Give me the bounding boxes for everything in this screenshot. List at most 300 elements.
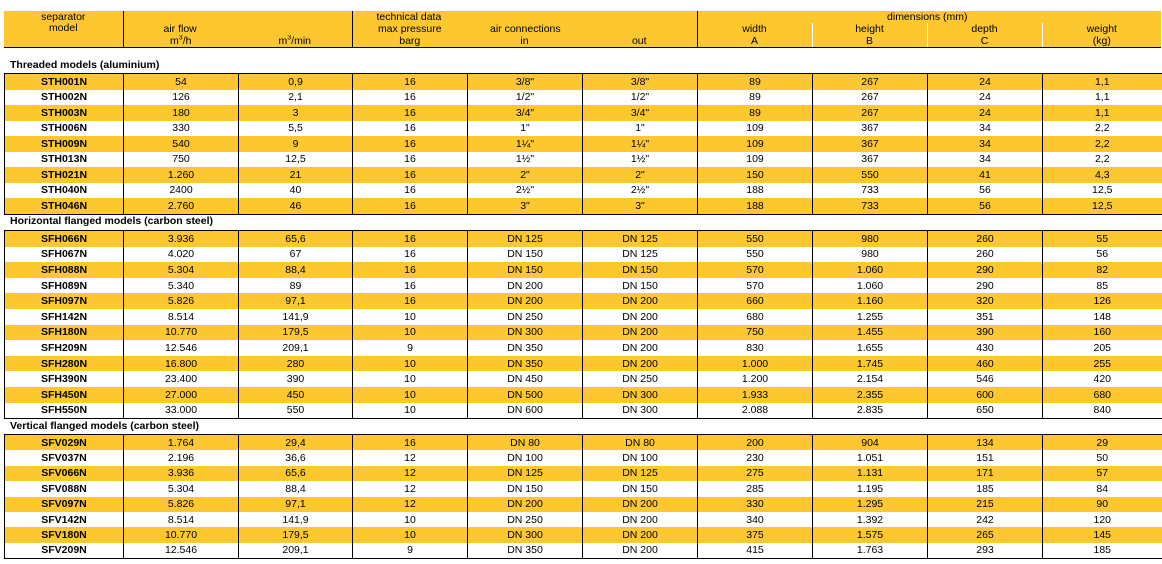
- cell-weight-kg: 4,3: [1043, 167, 1162, 183]
- cell-flow-m3min: 280: [239, 356, 353, 372]
- cell-air-out: 1/2": [583, 90, 698, 106]
- cell-weight-kg: 145: [1043, 527, 1162, 542]
- cell-weight-kg: 420: [1043, 371, 1162, 387]
- cell-weight-kg: 840: [1043, 403, 1162, 419]
- cell-flow-m3h: 2.760: [124, 198, 239, 214]
- cell-air-out: 1": [583, 121, 698, 137]
- cell-height-b: 2.835: [813, 403, 928, 419]
- cell-weight-kg: 2,2: [1043, 152, 1162, 168]
- cell-height-b: 1.195: [813, 481, 928, 496]
- cell-flow-m3min: 2,1: [239, 90, 353, 106]
- cell-max-pressure: 16: [353, 167, 468, 183]
- cell-flow-m3h: 10.770: [124, 325, 239, 341]
- table-row: [5, 325, 1162, 341]
- cell-flow-m3min: 450: [239, 387, 353, 403]
- cell-height-b: 267: [813, 105, 928, 121]
- header-unit-in: in: [467, 35, 582, 48]
- cell-depth-c: 546: [928, 371, 1043, 387]
- cell-flow-m3min: 209,1: [239, 543, 353, 559]
- header-depth: depth: [927, 23, 1042, 35]
- cell-width-a: 1.000: [698, 356, 813, 372]
- cell-max-pressure: 16: [353, 152, 468, 168]
- header-unit-flow-h: $m^3/h$: [123, 35, 238, 48]
- cell-air-in: DN 500: [468, 387, 583, 403]
- cell-flow-m3h: 3.936: [124, 466, 239, 481]
- cell-max-pressure: 16: [353, 198, 468, 214]
- table-row: [5, 466, 1162, 481]
- cell-air-in: DN 250: [468, 309, 583, 325]
- cell-flow-m3min: 46: [239, 198, 353, 214]
- cell-height-b: 1.060: [813, 262, 928, 278]
- header-unit-c: C: [927, 35, 1042, 48]
- header-unit-out: out: [582, 35, 697, 48]
- cell-max-pressure: 12: [353, 450, 468, 465]
- table-row: [5, 309, 1162, 325]
- cell-flow-m3min: 141,9: [239, 309, 353, 325]
- cell-width-a: 188: [698, 183, 813, 199]
- cell-air-out: DN 200: [583, 527, 698, 542]
- cell-model: SFV066N: [5, 466, 124, 481]
- cell-height-b: 1.160: [813, 293, 928, 309]
- cell-height-b: 267: [813, 74, 928, 90]
- cell-air-out: 1½": [583, 152, 698, 168]
- cell-air-in: DN 250: [468, 512, 583, 527]
- vertical-flanged-table: [4, 434, 1162, 559]
- header-unit-flow-min: $m^3/\min$: [238, 35, 352, 48]
- cell-flow-m3h: 27.000: [124, 387, 239, 403]
- header-air-connections: air connections: [490, 23, 561, 35]
- cell-weight-kg: 120: [1043, 512, 1162, 527]
- cell-max-pressure: 16: [353, 231, 468, 247]
- table-row: [5, 481, 1162, 496]
- cell-height-b: 980: [813, 247, 928, 263]
- cell-flow-m3h: 2.196: [124, 450, 239, 465]
- cell-depth-c: 171: [928, 466, 1043, 481]
- cell-flow-m3min: 12,5: [239, 152, 353, 168]
- table-row: [5, 497, 1162, 512]
- cell-model: SFH089N: [5, 278, 124, 294]
- cell-max-pressure: 12: [353, 466, 468, 481]
- cell-air-out: 2½": [583, 183, 698, 199]
- cell-model: STH013N: [5, 152, 124, 168]
- cell-depth-c: 56: [928, 183, 1043, 199]
- cell-max-pressure: 10: [353, 527, 468, 542]
- cell-model: SFH450N: [5, 387, 124, 403]
- cell-air-in: 2": [468, 167, 583, 183]
- cell-air-out: DN 125: [583, 231, 698, 247]
- cell-max-pressure: 16: [353, 262, 468, 278]
- table-row: [5, 512, 1162, 527]
- header-separator-model: separator model: [41, 11, 86, 34]
- cell-depth-c: 260: [928, 247, 1043, 263]
- cell-weight-kg: 85: [1043, 278, 1162, 294]
- header-unit-a: A: [697, 35, 812, 48]
- cell-flow-m3min: 97,1: [239, 497, 353, 512]
- cell-weight-kg: 55: [1043, 231, 1162, 247]
- cell-max-pressure: 16: [353, 293, 468, 309]
- cell-depth-c: 34: [928, 121, 1043, 137]
- cell-flow-m3h: 33.000: [124, 403, 239, 419]
- cell-model: SFH067N: [5, 247, 124, 263]
- cell-flow-m3h: 750: [124, 152, 239, 168]
- cell-flow-m3min: 209,1: [239, 340, 353, 356]
- cell-height-b: 904: [813, 435, 928, 451]
- cell-depth-c: 290: [928, 262, 1043, 278]
- cell-flow-m3min: 65,6: [239, 466, 353, 481]
- cell-weight-kg: 50: [1043, 450, 1162, 465]
- cell-model: SFH180N: [5, 325, 124, 341]
- cell-flow-m3h: 4.020: [124, 247, 239, 263]
- cell-flow-m3min: 5,5: [239, 121, 353, 137]
- cell-width-a: 1.200: [698, 371, 813, 387]
- cell-air-out: DN 200: [583, 340, 698, 356]
- cell-air-in: DN 300: [468, 325, 583, 341]
- cell-flow-m3min: 21: [239, 167, 353, 183]
- cell-air-in: DN 600: [468, 403, 583, 419]
- cell-weight-kg: 1,1: [1043, 74, 1162, 90]
- cell-max-pressure: 16: [353, 247, 468, 263]
- cell-depth-c: 34: [928, 152, 1043, 168]
- cell-depth-c: 351: [928, 309, 1043, 325]
- cell-air-in: DN 300: [468, 527, 583, 542]
- cell-depth-c: 460: [928, 356, 1043, 372]
- table-row: [5, 293, 1162, 309]
- cell-air-in: DN 125: [468, 231, 583, 247]
- cell-weight-kg: 255: [1043, 356, 1162, 372]
- cell-flow-m3h: 5.340: [124, 278, 239, 294]
- cell-depth-c: 134: [928, 435, 1043, 451]
- table-row: [5, 231, 1162, 247]
- cell-weight-kg: 29: [1043, 435, 1162, 451]
- cell-model: STH002N: [5, 90, 124, 106]
- table-row: [5, 121, 1162, 137]
- cell-model: STH003N: [5, 105, 124, 121]
- cell-height-b: 550: [813, 167, 928, 183]
- header-unit-b: B: [812, 35, 927, 48]
- table-row: [5, 371, 1162, 387]
- cell-flow-m3h: 2400: [124, 183, 239, 199]
- cell-width-a: 375: [698, 527, 813, 542]
- table-row: [5, 105, 1162, 121]
- cell-height-b: 1.295: [813, 497, 928, 512]
- cell-air-out: 3": [583, 198, 698, 214]
- cell-model: SFH088N: [5, 262, 124, 278]
- cell-depth-c: 56: [928, 198, 1043, 214]
- cell-weight-kg: 160: [1043, 325, 1162, 341]
- threaded-models-table: [4, 73, 1162, 215]
- cell-depth-c: 24: [928, 74, 1043, 90]
- cell-max-pressure: 16: [353, 121, 468, 137]
- cell-max-pressure: 9: [353, 543, 468, 559]
- cell-width-a: 275: [698, 466, 813, 481]
- cell-width-a: 660: [698, 293, 813, 309]
- cell-max-pressure: 10: [353, 309, 468, 325]
- cell-air-in: DN 80: [468, 435, 583, 451]
- cell-depth-c: 290: [928, 278, 1043, 294]
- cell-weight-kg: 1,1: [1043, 90, 1162, 106]
- cell-air-in: 1/2": [468, 90, 583, 106]
- cell-max-pressure: 10: [353, 387, 468, 403]
- cell-max-pressure: 12: [353, 481, 468, 496]
- cell-flow-m3h: 1.260: [124, 167, 239, 183]
- cell-flow-m3h: 5.304: [124, 481, 239, 496]
- cell-air-out: DN 200: [583, 309, 698, 325]
- cell-flow-m3min: 89: [239, 278, 353, 294]
- cell-width-a: 750: [698, 325, 813, 341]
- cell-flow-m3h: 23.400: [124, 371, 239, 387]
- table-row: [5, 74, 1162, 90]
- cell-air-in: 3/8": [468, 74, 583, 90]
- cell-width-a: 2.088: [698, 403, 813, 419]
- cell-model: SFV180N: [5, 527, 124, 542]
- cell-air-out: DN 100: [583, 450, 698, 465]
- cell-max-pressure: 12: [353, 497, 468, 512]
- cell-air-out: DN 125: [583, 247, 698, 263]
- cell-flow-m3h: 1.764: [124, 435, 239, 451]
- cell-model: STH021N: [5, 167, 124, 183]
- cell-height-b: 980: [813, 231, 928, 247]
- cell-air-out: DN 300: [583, 403, 698, 419]
- cell-max-pressure: 16: [353, 278, 468, 294]
- cell-depth-c: 260: [928, 231, 1043, 247]
- table-row: [5, 450, 1162, 465]
- cell-weight-kg: 2,2: [1043, 121, 1162, 137]
- cell-max-pressure: 16: [353, 183, 468, 199]
- cell-depth-c: 430: [928, 340, 1043, 356]
- cell-width-a: 109: [698, 121, 813, 137]
- header-width: width: [697, 23, 812, 35]
- cell-flow-m3min: 3: [239, 105, 353, 121]
- cell-model: STH001N: [5, 74, 124, 90]
- cell-depth-c: 320: [928, 293, 1043, 309]
- cell-max-pressure: 16: [353, 136, 468, 152]
- cell-air-out: DN 125: [583, 466, 698, 481]
- cell-air-in: 1": [468, 121, 583, 137]
- cell-air-out: 2": [583, 167, 698, 183]
- cell-flow-m3min: 36,6: [239, 450, 353, 465]
- cell-width-a: 89: [698, 74, 813, 90]
- cell-flow-m3min: 65,6: [239, 231, 353, 247]
- cell-height-b: 733: [813, 198, 928, 214]
- cell-air-in: DN 100: [468, 450, 583, 465]
- cell-air-out: DN 200: [583, 512, 698, 527]
- cell-flow-m3min: 179,5: [239, 527, 353, 542]
- cell-weight-kg: 185: [1043, 543, 1162, 559]
- cell-air-in: DN 350: [468, 356, 583, 372]
- cell-flow-m3h: 126: [124, 90, 239, 106]
- cell-model: STH040N: [5, 183, 124, 199]
- cell-width-a: 109: [698, 152, 813, 168]
- cell-air-in: DN 450: [468, 371, 583, 387]
- cell-depth-c: 293: [928, 543, 1043, 559]
- cell-model: SFH280N: [5, 356, 124, 372]
- cell-model: SFH390N: [5, 371, 124, 387]
- header-dimensions: dimensions (mm): [887, 11, 968, 23]
- cell-flow-m3h: 5.826: [124, 497, 239, 512]
- section-title-threaded: Threaded models (aluminium): [10, 59, 160, 71]
- cell-air-out: 1¼": [583, 136, 698, 152]
- cell-flow-m3h: 16.800: [124, 356, 239, 372]
- header-weight: weight: [1042, 23, 1161, 35]
- section-title-horizontal: Horizontal flanged models (carbon steel): [10, 215, 214, 227]
- table-row: [5, 152, 1162, 168]
- cell-height-b: 1.131: [813, 466, 928, 481]
- table-header: [4, 11, 1161, 48]
- cell-flow-m3h: 180: [124, 105, 239, 121]
- section-title-vertical: Vertical flanged models (carbon steel): [10, 420, 200, 432]
- cell-flow-m3h: 12.546: [124, 340, 239, 356]
- cell-max-pressure: 10: [353, 356, 468, 372]
- cell-height-b: 367: [813, 121, 928, 137]
- cell-width-a: 340: [698, 512, 813, 527]
- cell-air-in: DN 150: [468, 262, 583, 278]
- header-height: height: [812, 23, 927, 35]
- cell-model: SFH097N: [5, 293, 124, 309]
- cell-air-out: DN 250: [583, 371, 698, 387]
- cell-height-b: 733: [813, 183, 928, 199]
- cell-model: SFV209N: [5, 543, 124, 559]
- cell-depth-c: 650: [928, 403, 1043, 419]
- table-row: [5, 543, 1162, 559]
- cell-depth-c: 390: [928, 325, 1043, 341]
- cell-depth-c: 265: [928, 527, 1043, 542]
- table-row: [5, 356, 1162, 372]
- cell-max-pressure: 16: [353, 90, 468, 106]
- cell-air-out: DN 200: [583, 356, 698, 372]
- cell-air-in: DN 125: [468, 466, 583, 481]
- cell-height-b: 1.455: [813, 325, 928, 341]
- cell-air-out: DN 150: [583, 278, 698, 294]
- cell-weight-kg: 82: [1043, 262, 1162, 278]
- cell-air-out: DN 200: [583, 543, 698, 559]
- cell-max-pressure: 16: [353, 435, 468, 451]
- header-air-flow: air flow: [123, 23, 238, 35]
- cell-model: SFH066N: [5, 231, 124, 247]
- cell-width-a: 200: [698, 435, 813, 451]
- cell-flow-m3h: 10.770: [124, 527, 239, 542]
- cell-flow-m3h: 8.514: [124, 512, 239, 527]
- cell-model: SFV142N: [5, 512, 124, 527]
- cell-weight-kg: 56: [1043, 247, 1162, 263]
- header-unit-pressure: barg: [352, 35, 467, 48]
- cell-depth-c: 41: [928, 167, 1043, 183]
- cell-flow-m3min: 390: [239, 371, 353, 387]
- cell-weight-kg: 12,5: [1043, 198, 1162, 214]
- cell-air-in: 3": [468, 198, 583, 214]
- table-row: [5, 90, 1162, 106]
- cell-height-b: 267: [813, 90, 928, 106]
- cell-height-b: 1.763: [813, 543, 928, 559]
- cell-flow-m3min: 550: [239, 403, 353, 419]
- cell-model: SFH142N: [5, 309, 124, 325]
- cell-model: SFV029N: [5, 435, 124, 451]
- cell-height-b: 1.051: [813, 450, 928, 465]
- cell-weight-kg: 90: [1043, 497, 1162, 512]
- header-max-pressure: max pressure: [352, 23, 467, 35]
- cell-air-out: DN 200: [583, 293, 698, 309]
- cell-height-b: 1.392: [813, 512, 928, 527]
- table-row: [5, 527, 1162, 542]
- table-row: [5, 435, 1162, 451]
- cell-flow-m3min: 40: [239, 183, 353, 199]
- cell-model: STH006N: [5, 121, 124, 137]
- cell-flow-m3h: 54: [124, 74, 239, 90]
- cell-width-a: 188: [698, 198, 813, 214]
- cell-flow-m3min: 0,9: [239, 74, 353, 90]
- cell-width-a: 550: [698, 231, 813, 247]
- cell-model: SFV037N: [5, 450, 124, 465]
- cell-weight-kg: 126: [1043, 293, 1162, 309]
- cell-weight-kg: 1,1: [1043, 105, 1162, 121]
- cell-model: SFV088N: [5, 481, 124, 496]
- cell-flow-m3h: 5.304: [124, 262, 239, 278]
- table-row: [5, 340, 1162, 356]
- table-row: [5, 136, 1162, 152]
- cell-flow-m3min: 29,4: [239, 435, 353, 451]
- cell-max-pressure: 16: [353, 74, 468, 90]
- table-row: [5, 183, 1162, 199]
- cell-width-a: 570: [698, 278, 813, 294]
- cell-flow-m3min: 88,4: [239, 481, 353, 496]
- cell-height-b: 2.355: [813, 387, 928, 403]
- cell-model: SFH209N: [5, 340, 124, 356]
- cell-flow-m3min: 67: [239, 247, 353, 263]
- cell-model: STH046N: [5, 198, 124, 214]
- table-row: [5, 403, 1162, 419]
- cell-model: SFH550N: [5, 403, 124, 419]
- table-row: [5, 247, 1162, 263]
- cell-height-b: 1.060: [813, 278, 928, 294]
- cell-flow-m3h: 8.514: [124, 309, 239, 325]
- cell-model: SFV097N: [5, 497, 124, 512]
- cell-width-a: 1.933: [698, 387, 813, 403]
- cell-air-out: DN 200: [583, 497, 698, 512]
- cell-air-out: 3/8": [583, 74, 698, 90]
- table-row: [5, 198, 1162, 214]
- cell-height-b: 1.255: [813, 309, 928, 325]
- cell-flow-m3min: 9: [239, 136, 353, 152]
- cell-air-in: DN 350: [468, 340, 583, 356]
- cell-width-a: 680: [698, 309, 813, 325]
- cell-weight-kg: 205: [1043, 340, 1162, 356]
- table-row: [5, 262, 1162, 278]
- horizontal-flanged-table: [4, 230, 1162, 419]
- cell-flow-m3h: 12.546: [124, 543, 239, 559]
- cell-air-out: DN 150: [583, 262, 698, 278]
- cell-height-b: 367: [813, 152, 928, 168]
- cell-air-in: 1½": [468, 152, 583, 168]
- cell-weight-kg: 57: [1043, 466, 1162, 481]
- cell-width-a: 285: [698, 481, 813, 496]
- cell-max-pressure: 10: [353, 403, 468, 419]
- table-row: [5, 167, 1162, 183]
- cell-max-pressure: 9: [353, 340, 468, 356]
- cell-flow-m3min: 88,4: [239, 262, 353, 278]
- cell-air-in: DN 200: [468, 278, 583, 294]
- cell-air-out: 3/4": [583, 105, 698, 121]
- header-unit-weight: (kg): [1042, 35, 1161, 48]
- cell-air-in: DN 150: [468, 247, 583, 263]
- cell-width-a: 230: [698, 450, 813, 465]
- header-technical-data: technical data: [352, 11, 582, 23]
- cell-air-in: 3/4": [468, 105, 583, 121]
- cell-flow-m3h: 330: [124, 121, 239, 137]
- cell-air-in: DN 150: [468, 481, 583, 496]
- cell-depth-c: 151: [928, 450, 1043, 465]
- cell-max-pressure: 10: [353, 325, 468, 341]
- cell-height-b: 2.154: [813, 371, 928, 387]
- cell-air-in: DN 200: [468, 497, 583, 512]
